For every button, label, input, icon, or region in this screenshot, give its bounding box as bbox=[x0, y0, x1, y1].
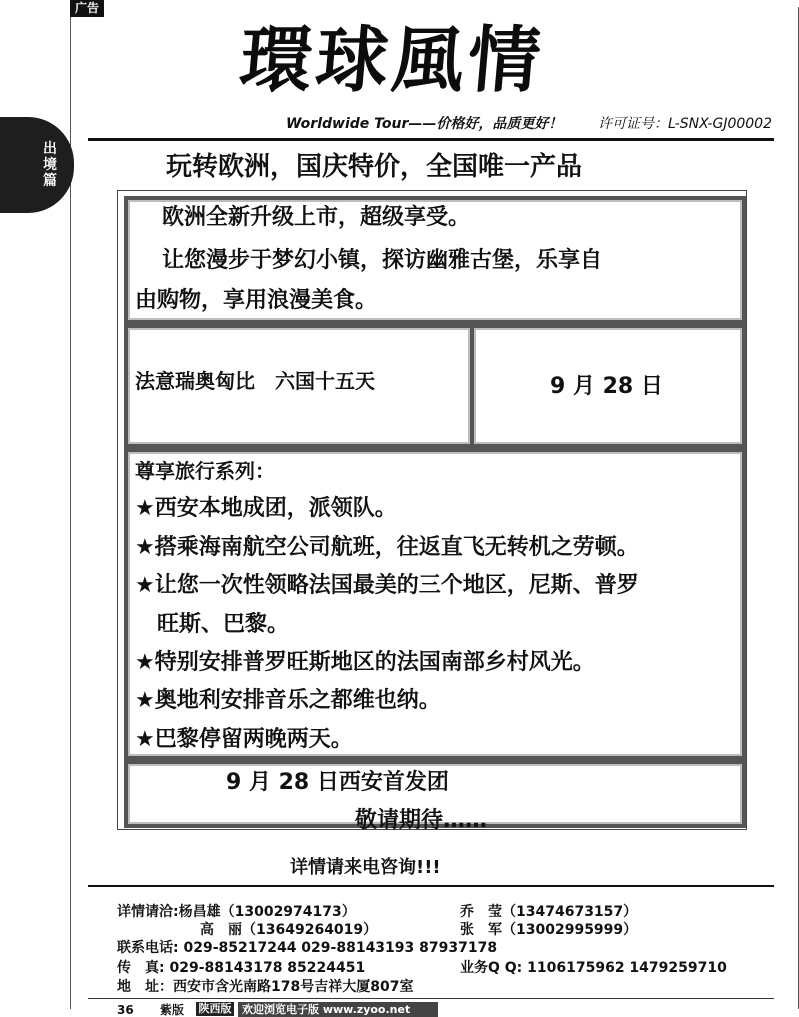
contact-address: 地 址：西安市含光南路178号吉祥大厦807室 bbox=[117, 979, 414, 995]
feature-item: ★西安本地成团，派领队。 bbox=[135, 496, 397, 521]
call-to-action: 详情请来电咨询!!! bbox=[290, 857, 441, 878]
section-tab bbox=[0, 117, 74, 213]
brand-tagline: Worldwide Tour——价格好，品质更好！ bbox=[286, 116, 563, 132]
section-tab-char: 境 bbox=[43, 157, 57, 173]
contact-left: 详情请洽:杨昌雄（13002974173） bbox=[117, 904, 356, 920]
contact-divider bbox=[88, 885, 774, 887]
departure-line: 敬请期待…… bbox=[355, 808, 488, 833]
feature-item: ★让您一次性领略法国最美的三个地区，尼斯、普罗 bbox=[135, 573, 639, 598]
section-tab-char: 出 bbox=[43, 141, 57, 157]
ad-label: 广告 bbox=[70, 0, 104, 17]
brand-logo-title: 環球風情 bbox=[236, 17, 548, 102]
headline: 玩转欧洲，国庆特价，全国唯一产品 bbox=[166, 152, 583, 182]
page-number: 36 bbox=[117, 1003, 134, 1017]
contact-right: 张 军（13002995999） bbox=[460, 922, 638, 938]
intro-line: 由购物，享用浪漫美食。 bbox=[135, 288, 378, 313]
footer-divider bbox=[88, 998, 774, 999]
site-link[interactable]: 欢迎浏览电子版 www.zyoo.net bbox=[238, 1002, 438, 1017]
feature-item: 旺斯、巴黎。 bbox=[135, 612, 290, 637]
tour-route: 法意瑞奥匈比 六国十五天 bbox=[135, 369, 375, 393]
contact-right: 乔 莹（13474673157） bbox=[460, 904, 638, 920]
tagline-row bbox=[286, 114, 772, 134]
contact-left: 高 丽（13649264019） bbox=[200, 922, 378, 938]
license-number: 许可证号：L-SNX-GJ00002 bbox=[598, 116, 772, 132]
section-tab-char: 篇 bbox=[43, 173, 57, 189]
tour-date: 9 月 28 日 bbox=[550, 374, 663, 399]
contact-qq: 业务Q Q: 1106175962 1479259710 bbox=[460, 960, 727, 976]
edition-label: 紫版 bbox=[160, 1003, 185, 1017]
paper-badge: 陕西版 bbox=[196, 1002, 234, 1016]
intro-line: 欧洲全新升级上市，超级享受。 bbox=[162, 205, 471, 230]
features-title: 尊享旅行系列： bbox=[135, 459, 275, 483]
feature-item: ★特别安排普罗旺斯地区的法国南部乡村风光。 bbox=[135, 650, 595, 675]
feature-item: ★巴黎停留两晚两天。 bbox=[135, 727, 353, 752]
feature-item: ★搭乘海南航空公司航班，往返直飞无转机之劳顿。 bbox=[135, 535, 639, 560]
contact-phone: 联系电话: 029-85217244 029-88143193 87937178 bbox=[117, 940, 498, 956]
contact-fax: 传 真: 029-88143178 85224451 bbox=[117, 960, 366, 976]
feature-item: ★奥地利安排音乐之都维也纳。 bbox=[135, 688, 441, 713]
header-divider bbox=[88, 138, 774, 141]
departure-line: 9 月 28 日西安首发团 bbox=[226, 770, 449, 795]
intro-line: 让您漫步于梦幻小镇，探访幽雅古堡，乐享自 bbox=[162, 248, 603, 273]
